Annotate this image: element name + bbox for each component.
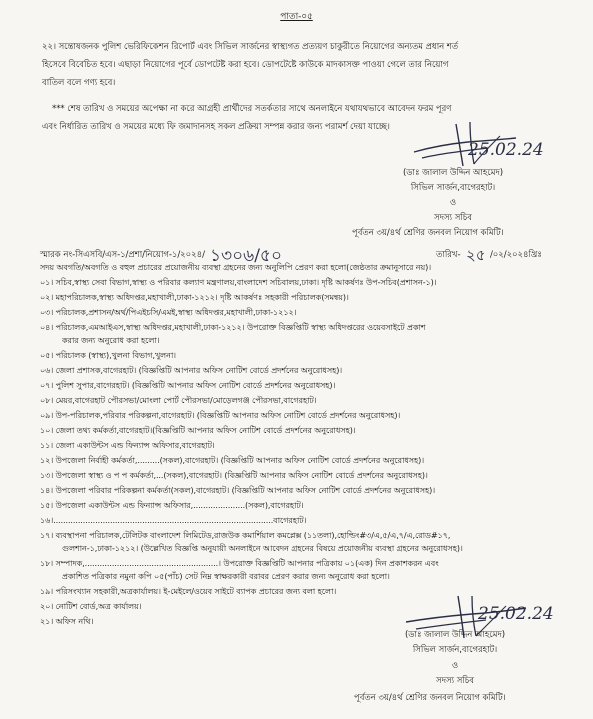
signer-2-name: (ডাঃ জালাল উদ্দিন আহমেদ) bbox=[404, 630, 506, 640]
signer-1-committee: পূর্বতন ৩য়/৪র্থ শ্রেণির জনবল নিয়োগ কমিটি। bbox=[352, 228, 504, 238]
memo-date-handwritten: ২৫ bbox=[466, 246, 486, 264]
para-22-line-2: হিসেবে বিবেচিত হবে। এছাড়া নিয়োগের পূর্বে ডোপটেষ্ট করা হবে। ডোপটেষ্টে কাউকে মাদকাসক্ত পাওয়া গেলে তার নিয়োগ bbox=[42, 60, 449, 70]
signer-1-designation: সিভিল সার্জন,বাগেরহাট। bbox=[410, 183, 496, 193]
copy-item: ০৩। পরিচালক,প্রশাসন/অর্থ/পিএইচসি/এমই,স্বাস্থ্য অধিদপ্তর,মহাখালী,ঢাকা-১২১২। bbox=[40, 307, 297, 317]
copy-item: ১০। জেলা তথ্য কর্মকর্তা,বাগেরহাট।(বিজ্ঞপ্তিটি আপনার অফিস নোটিশ বোর্ডে প্রদর্শনের অনুরোধসহ)। bbox=[40, 425, 356, 435]
copy-item: ১৫। উপজেলা একাউন্টস এন্ড ফিন্যান্স অফিসার,.....................(সকল),বাগেরহাট। bbox=[40, 500, 304, 510]
page-number: পাতা-০৫ bbox=[280, 12, 313, 22]
copy-item-continued: করার জন্য অনুরোধ করা হলো। bbox=[62, 335, 160, 345]
signer-1-and: ও bbox=[449, 198, 457, 208]
signer-2-member: সদস্য সচিব bbox=[436, 676, 474, 686]
copy-item: ০৬। জেলা প্রশাসক,বাগেরহাট। (বিজ্ঞপ্তিটি আপনার অফিস নোটিশ বোর্ডে প্রদর্শনের অনুরোধসহ)। bbox=[40, 365, 343, 375]
copy-item: ০৮। মেয়র,বাগেরহাট পৌরসভা/মোংলা পোর্ট পৌরসভা/মোড়েলগঞ্জ পৌরসভা,বাগেরহাট। bbox=[40, 395, 317, 405]
copy-item: ০৪। পরিচালক,এমআইএস,স্বাস্থ্য অধিদপ্তর,মহাখালী,ঢাকা-১২১২। উপরোক্ত বিজ্ঞপ্তিটি স্বাস্থ্য অধিদপ্তরের ওয়েবসাইটে প্রকাশ bbox=[40, 322, 426, 332]
copy-item: ১১। জেলা একাউন্টস এন্ড ফিন্যান্স অফিসার,বাগেরহাট। bbox=[40, 440, 215, 450]
copy-item: ২০। নোটিশ বোর্ড,অত্র কার্যালয়। bbox=[40, 601, 142, 611]
copy-item-continued: প্রকাশিত পত্রিকার নমুনা কপি ০৫(পাঁচ) সেট নিম্ন স্বাক্ষরকারী বরাবর প্রেরণ করার জন্য অনুরোধ করা হলো। bbox=[62, 571, 390, 581]
copy-item: ০৫। পরিচালক (স্বাস্থ্য),খুলনা বিভাগ,খুলনা। bbox=[40, 350, 176, 360]
memo-date-label: তারিখ- bbox=[436, 250, 461, 260]
para-22-line-3: বাতিল বলে গণ্য হবে। bbox=[42, 78, 116, 88]
para-22-line-1: ২২। সন্তোষজনক পুলিশ ভেরিফিকেশন রিপোর্ট এবং সিভিল সার্জনের স্বাস্থ্যগত প্রত্যয়ণ চাকুরীতে নিয়োগের অন্যতম প্রধান শর্ত bbox=[42, 42, 459, 52]
signer-1-name: (ডাঃ জালাল উদ্দিন আহমেদ) bbox=[402, 168, 504, 178]
notice-line-2: এবং নির্ধারিত তারিখ ও সময়ের মধ্যে ফি জমাদানসহ সকল প্রক্রিয়া সম্পন্ন করার জন্য পরামর্শ দেয়া যাচ্ছে। bbox=[42, 122, 390, 132]
memo-subtitle: সদয় অবগতি/অবগতি ও বহুল প্রচারের প্রয়োজনীয় ব্যবস্থা গ্রহনের জন্য অনুলিপি প্রেরণ করা হলো(জেষ্ঠতার ক্রমানুসারে নয়)। bbox=[40, 262, 432, 272]
copy-item: ০২। মহাপরিচালক,স্বাস্থ্য অধিদপ্তর,মহাখালী,ঢাকা-১২১২। দৃষ্টি আকর্ষণঃ সহকারী পরিচালক(সমন্বয়)। bbox=[40, 292, 349, 302]
notice-line-1: *** শেষ তারিখ ও সময়ের অপেক্ষা না করে আগ্রহী প্রার্থীদের সতর্কতার সাথে অনলাইনে যথাযথভাবে আবেদন ফরম পূরণ bbox=[52, 104, 452, 114]
signature-2-date: 25.02.24 bbox=[478, 604, 554, 624]
copy-item: ০৭। পুলিশ সুপার,বাগেরহাট। (বিজ্ঞপ্তিটি আপনার অফিস নোটিশ বোর্ডে প্রদর্শনের অনুরোধসহ)। bbox=[40, 380, 336, 390]
copy-item: ২১। অফিস নথি। bbox=[40, 616, 94, 626]
copy-item: ০১। সচিব,স্বাস্থ্য সেবা বিভাগ,স্বাস্থ্য ও পরিবার কল্যাণ মন্ত্রণালয়,বাংলাদেশ সচিবালয়,ঢাকা। দৃষ্টি আকর্ষণঃ উপ-সচিব(প্রশাসন-১)। bbox=[40, 277, 437, 287]
memo-date-rest: /০২/২০২৪খ্রিঃ bbox=[490, 250, 542, 260]
signer-1-member: সদস্য সচিব bbox=[434, 213, 472, 223]
copy-item: ১৪। উপজেলা পরিবার পরিকল্পনা কর্মকর্তা(সকল),বাগেরহাট। (বিজ্ঞপ্তিটি আপনার অফিস নোটিশ বোর্ডে প্রদর্শনের অনুরোধসহ)। bbox=[40, 485, 436, 495]
signer-2-and: ও bbox=[451, 661, 459, 671]
copy-item: ১৭। ব্যবস্থাপনা পরিচালক,টেলিটক বাংলাদেশ লিমিটেড,রাজউক কমার্শিয়াল কমপ্লেক্স (১১তলা),হোল্ডিং#৩/এ,৫/এ,৭/এ,রোড#১৭, bbox=[40, 530, 451, 540]
copy-item: ১৬।.........................................................................................বাগেরহাট। bbox=[40, 515, 307, 525]
signer-2-designation: সিভিল সার্জন,বাগেরহাট। bbox=[412, 645, 498, 655]
copy-item-continued: গুলশান-১,ঢাকা-১২১২। (উল্লেখিত বিজ্ঞপ্তি অনুযায়ী অনলাইনে আবেদন গ্রহনের বিষয়ে প্রয়োজনীয় ব্যবস্থা গ্রহনের অনুরোধসহ)। bbox=[62, 543, 463, 553]
memo-number: স্মারক নং-সিএসবি/এস-১/প্রশা/নিয়োগ-১/২০২৪/ bbox=[40, 250, 205, 260]
signature-1-date: 25.02.24 bbox=[468, 140, 544, 160]
copy-item: ১৩। উপজেলা স্বাস্থ্য ও প প কর্মকর্তা,...(সকল),বাগেরহাট। (বিজ্ঞপ্তিটি আপনার অফিস নোটিশ বোর্ডে প্রদর্শনের অনুরোধসহ)। bbox=[40, 470, 428, 480]
copy-item: ০৯। উপ-পরিচালক,পরিবার পরিকল্পনা,বাগেরহাট। (বিজ্ঞপ্তিটি আপনার অফিস নোটিশ বোর্ডে প্রদর্শনের অনুরোধসহ)। bbox=[40, 410, 401, 420]
copy-item: ১৮। সম্পাদক,......................................................। উপরোক্ত বিজ্ঞপ্তিটি আপনার পত্রিকায় ০১(এক) দিন প্রকাশকরন এবং bbox=[40, 558, 439, 568]
copy-item: ১২। উপজেলা নির্বাহী কর্মকর্তা,.........(সকল),বাগেরহাট। (বিজ্ঞপ্তিটি আপনার অফিস নোটিশ বোর্ডে প্রদর্শনের অনুরোধসহ)। bbox=[40, 455, 425, 465]
copy-item: ১৯। পরিসংখ্যান সহকারী,অত্রকার্যালয়। ই-মেইলে/ওয়েব সাইটে ব্যাপক প্রচারের জন্য বলা হলো। bbox=[40, 586, 337, 596]
signer-2-committee: পূর্বতন ৩য়/৪র্থ শ্রেণির জনবল নিয়োগ কমিটি। bbox=[354, 693, 506, 703]
memo-number-handwritten: ১৩০৬/৫০ bbox=[210, 246, 283, 266]
